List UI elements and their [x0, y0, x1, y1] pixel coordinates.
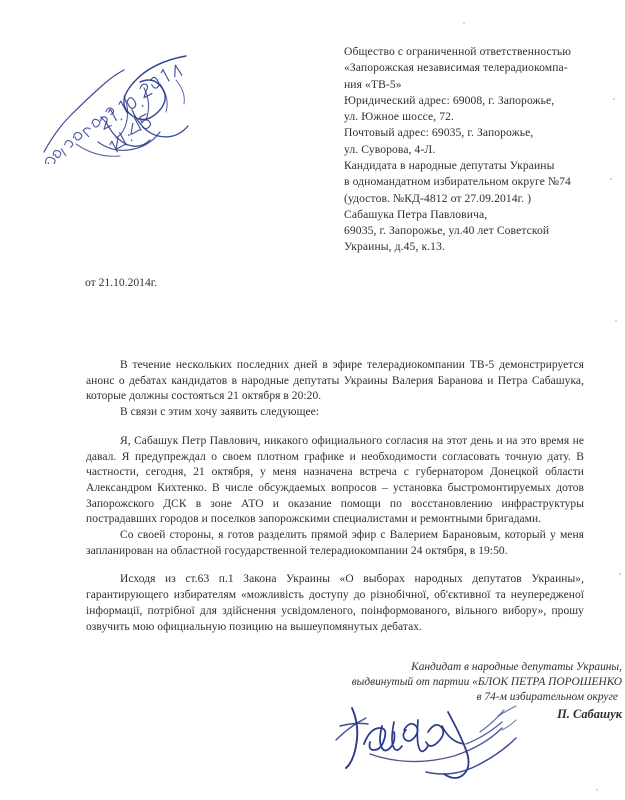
received-stamp-ink: [36, 44, 226, 164]
sender-line: Почтовый адрес: 69035, г. Запорожье,: [344, 126, 534, 140]
closing-line-title: Кандидат в народные депутаты Украины,: [411, 661, 622, 673]
scan-speck: [463, 22, 465, 24]
body-paragraph: Со своей стороны, я готов разделить прямой эфир с Валерием Барановым, который у меня запланирован на областной государственной телерадиокомпании 24 октября, в 19:50.: [86, 529, 584, 557]
document-date: от 21.10.2014г.: [85, 276, 158, 289]
scan-speck: [613, 98, 615, 100]
closing-line-district: в 74-м избирательном округе: [476, 691, 618, 704]
addressee-line: 69035, г. Запорожье, ул.40 лет Советской: [344, 224, 550, 238]
addressee-line: в одномандатном избирательном округе №74: [344, 175, 571, 189]
body-paragraph: В связи с этим хочу заявить следующее:: [120, 406, 320, 419]
addressee-line: Украины, д.45, к.13.: [344, 240, 445, 254]
addressee-line: Сабашука Петра Павловича,: [344, 207, 488, 221]
addressee-block: [344, 158, 622, 256]
body-paragraph: Я, Сабашук Петр Павлович, никакого официального согласия на этот день и на это время не давал. Я предупреждал о своем плотном графике и необходимости согласовать точную дату. В частности, сегодня, 21 октября, у меня назначена встреча с губернатором Донецкой области Александром Кихтенко. В числе обсуждаемых вопросов – установка быстромонтируемых дотов Запорожского ДСК в зоне АТО и оказание помощи по восстановлению инфраструктуры пострадавших городов и поселков запорожскими специалистами и ремонтными бригадами.: [86, 434, 584, 526]
sender-line: ул. Суворова, 4-Л.: [344, 142, 436, 156]
closing-line-party: выдвинутый от партии «БЛОК ПЕТРА ПОРОШЕНКО: [351, 676, 622, 689]
signer-name: П. Сабашук: [557, 706, 622, 721]
scan-speck: [610, 178, 612, 180]
sender-line: Общество с ограниченной ответственностью: [344, 45, 572, 58]
scan-speck: [615, 320, 617, 322]
sender-line: «Запорожская независимая телерадиокомпа-: [344, 61, 568, 75]
body-paragraph: Исходя из ст.63 п.1 Закона Украины «О выборах народных депутатов Украины», гарантирующего избирателям «можливість доступу до різнобічної, об'єктивної та неупередженої інформації, потрібної для здійснення усвідомленого, поінформованого, вільного вибору», прошу озвучить мою официальную позицию на вышеупомянутых дебатах.: [86, 573, 584, 633]
sender-line: ул. Южное шоссе, 72.: [344, 110, 455, 124]
closing-block: [290, 660, 622, 722]
sender-line: Юридический адрес: 69008, г. Запорожье,: [344, 93, 555, 107]
scan-speck: [596, 789, 598, 791]
addressee-line: (удостов. №КД-4812 от 27.09.2014г. ): [344, 191, 532, 205]
addressee-line: Кандидата в народные депутаты Украины: [344, 159, 555, 172]
letter-body: [86, 358, 584, 635]
sender-line: ния «ТВ-5»: [344, 77, 402, 91]
body-paragraph: В течение нескольких последних дней в эфире телерадиокомпании ТВ-5 демонстрируется анонс о дебатах кандидатов в народные депутаты Украины Валерия Баранова и Петра Сабашука, которые должны состояться 21 октября в 20:20.: [86, 359, 584, 403]
handwritten-received-stamp: [36, 44, 226, 164]
scan-speck: [619, 573, 621, 575]
sender-address-block: [344, 44, 622, 158]
